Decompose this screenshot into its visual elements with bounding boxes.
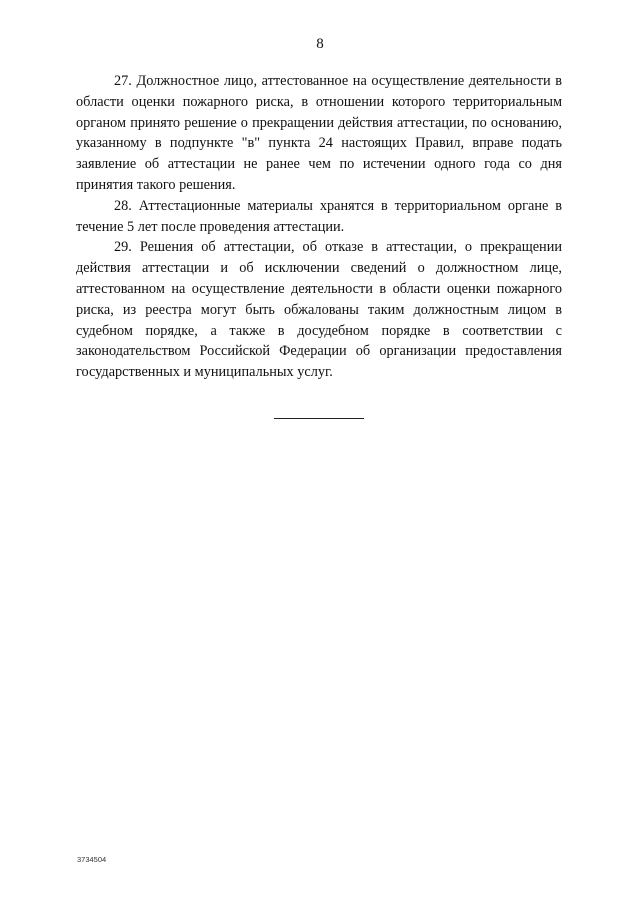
end-separator-line bbox=[274, 418, 364, 419]
paragraph-28: 28. Аттестационные материалы хранятся в территориальном органе в течение 5 лет после проведения аттестации. bbox=[76, 197, 562, 235]
page-number: 8 bbox=[316, 36, 324, 52]
paragraph-29: 29. Решения об аттестации, об отказе в аттестации, о прекращении действия аттестации и об исключении сведений о должностном лице, аттестованном на осуществление деятельности в области оценки пожарного риска, из реестра могут быть обжалованы таким должностным лицом в судебном порядке, а также в досудебном порядке в соответствии с законодательством Российской Федерации об организации предоставления государственных и муниципальных услуг. bbox=[76, 239, 562, 381]
document-body bbox=[76, 71, 562, 383]
document-code: 3734504 bbox=[77, 855, 107, 864]
paragraph-27: 27. Должностное лицо, аттестованное на осуществление деятельности в области оценки пожарного риска, в отношении которого территориальным органом принято решение о прекращении действия аттестации, по основанию, указанному в подпункте "в" пункта 24 настоящих Правил, вправе подать заявление об аттестации не ранее чем по истечении одного года со дня принятия такого решения. bbox=[76, 73, 562, 193]
